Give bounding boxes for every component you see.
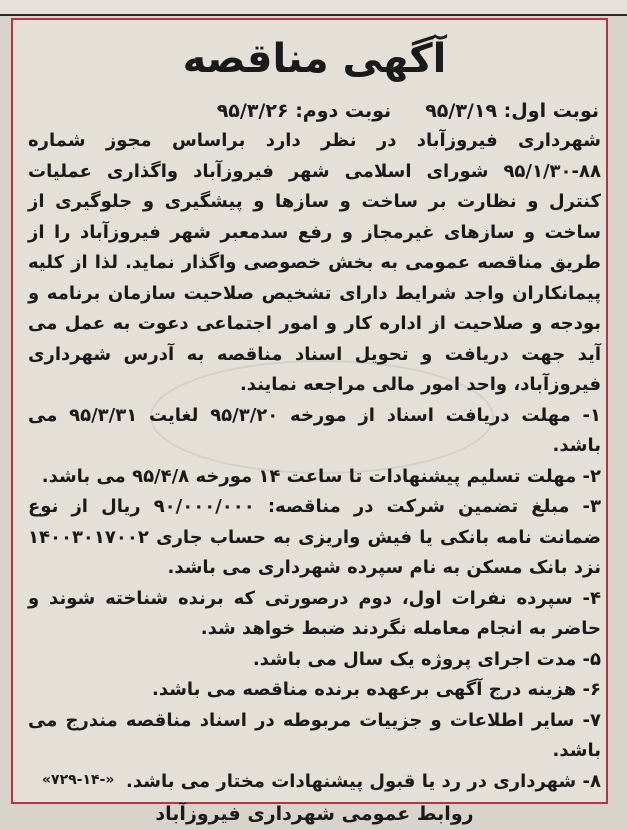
condition-item-6: ۶- هزینه درج آگهی برعهده برنده مناقصه می باشد. [151,679,601,700]
condition-item-7: ۷- سایر اطلاعات و جزییات مربوطه در اسناد مناقصه مندرج می باشد. [28,709,601,761]
condition-item-4: ۴- سپرده نفرات اول، دوم درصورتی که برنده شناخته شوند و حاضر به انجام معامله نگردند ضبط خواهد شد. [28,587,601,639]
notice-title: آگهی مناقصه [182,36,447,82]
condition-item-1: ۱- مهلت دریافت اسناد از مورخه ۹۵/۳/۲۰ لغایت ۹۵/۳/۳۱ می باشد. [28,404,602,456]
condition-item-5: ۵- مدت اجرای پروژه یک سال می باشد. [252,648,601,670]
condition-item-8: ۸- شهرداری در رد یا قبول پیشنهادات مختار می باشد. [126,770,601,792]
round-second: نوبت دوم: ۹۵/۳/۲۶ [216,100,392,122]
publication-rounds [22,96,607,126]
condition-item-2: ۲- مهلت تسلیم پیشنهادات تا ساعت ۱۴ مورخه ۹۵/۴/۸ می باشد. [41,465,601,487]
notice-content [22,24,607,825]
notice-body: شهرداری فیروزآباد در نظر دارد براساس مجوز شماره ۸۸-۹۵/۱/۳۰ شورای اسلامی شهر فیروزآباد واگذاری عملیات کنترل و نظارت بر ساخت و سازها و پیشگیری و جلوگیری از ساخت و سازهای غیرمجاز و رفع سدمعبر شهر فیروزآباد را از طریق مناقصه عمومی به بخش خصوصی واگذار نماید. لذا از کلیه پیمانکاران واجد شرایط دارای تشخیص صلاحیت سازمان برنامه و بودجه و صلاحیت از اداره کار و امور اجتماعی دعوت به عمل می آید جهت دریافت و تحویل اسناد مناقصه به آدرس شهرداری فیروزآباد، واحد امور مالی مراجعه نمایند. [28,130,601,395]
previous-notice-strip [0,0,627,16]
round-first: نوبت اول: ۹۵/۳/۱۹ [425,100,599,122]
condition-item-3: ۳- مبلغ تضمین شرکت در مناقصه: ۹۰/۰۰۰/۰۰۰ ریال از نوع ضمانت نامه بانکی یا فیش واریزی به حساب جاری ۱۴۰۰۳۰۱۷۰۰۲ نزد بانک مسکن به نام سپرده شهرداری می باشد. [28,496,601,578]
signature: روابط عمومی شهرداری فیروزآباد [155,803,474,825]
notice-code: «۷۲۹-۱۴-» [42,772,115,788]
